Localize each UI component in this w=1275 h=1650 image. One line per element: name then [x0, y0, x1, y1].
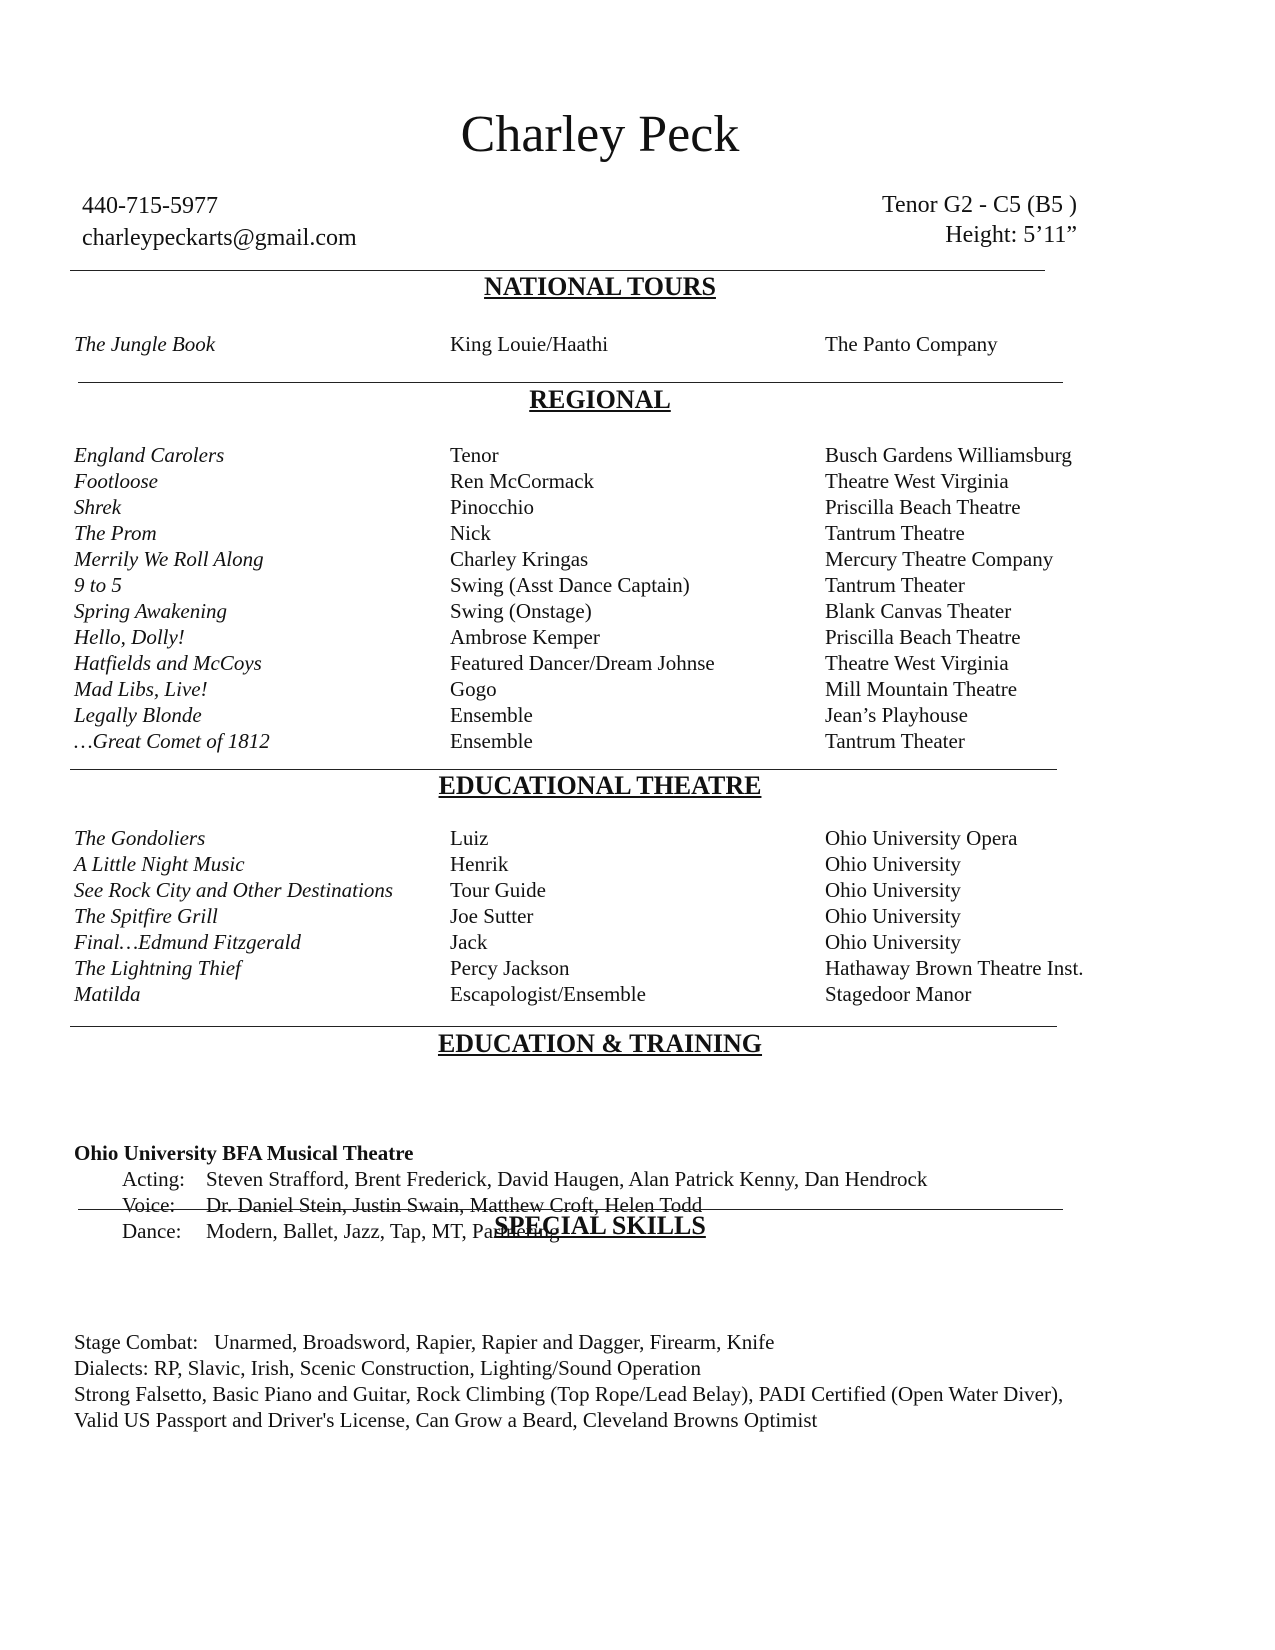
- venue: Ohio University: [825, 930, 961, 954]
- training-value: Modern, Ballet, Jazz, Tap, MT, Partnering: [206, 1219, 560, 1243]
- show-title: England Carolers: [74, 443, 225, 467]
- venue: Jean’s Playhouse: [825, 703, 968, 727]
- show-title: Mad Libs, Live!: [74, 677, 208, 701]
- venue: Ohio University Opera: [825, 826, 1018, 850]
- venue: Ohio University: [825, 904, 961, 928]
- role: Pinocchio: [450, 495, 534, 519]
- show-title: 9 to 5: [74, 573, 122, 597]
- other-skills: Strong Falsetto, Basic Piano and Guitar, Rock Climbing (Top Rope/Lead Belay), PADI Certified (Open Water Diver), Valid US Passport and Driver's License, Can Grow a Beard, Cleveland Browns Optimist: [74, 1382, 1064, 1432]
- divider: [70, 1026, 1057, 1027]
- role: King Louie/Haathi: [450, 332, 609, 356]
- role: Tenor: [450, 443, 499, 467]
- training-label: Dance:: [122, 1219, 182, 1243]
- height: Height: 5’11”: [945, 222, 1077, 248]
- role: Ensemble: [450, 729, 533, 753]
- show-title: …Great Comet of 1812: [74, 729, 270, 753]
- role: Joe Sutter: [450, 904, 534, 928]
- role: Gogo: [450, 677, 497, 701]
- role: Tour Guide: [450, 878, 546, 902]
- venue: Hathaway Brown Theatre Inst.: [825, 956, 1084, 980]
- voice-range: Tenor G2 - C5 (B5 ): [882, 192, 1077, 218]
- show-title: Final…Edmund Fitzgerald: [74, 930, 301, 954]
- phone-number: 440-715-5977: [82, 193, 218, 219]
- show-title: Legally Blonde: [74, 703, 202, 727]
- show-title: Matilda: [74, 982, 141, 1006]
- venue: Mill Mountain Theatre: [825, 677, 1018, 701]
- role: Charley Kringas: [450, 547, 589, 571]
- show-title: Hatfields and McCoys: [74, 651, 262, 675]
- section-title-national-tours: NATIONAL TOURS: [484, 272, 716, 301]
- section-title-regional: REGIONAL: [529, 385, 671, 414]
- show-title: The Gondoliers: [74, 826, 206, 850]
- role: Escapologist/Ensemble: [450, 982, 646, 1006]
- school-degree: Ohio University BFA Musical Theatre: [74, 1141, 414, 1165]
- stage-combat-skills: Stage Combat: Unarmed, Broadsword, Rapier, Rapier and Dagger, Firearm, Knife: [74, 1330, 775, 1354]
- show-title: Footloose: [74, 469, 158, 493]
- show-title: The Prom: [74, 521, 157, 545]
- venue: Ohio University: [825, 852, 961, 876]
- show-title: A Little Night Music: [74, 852, 245, 876]
- show-title: Spring Awakening: [74, 599, 228, 623]
- show-title: The Spitfire Grill: [74, 904, 218, 928]
- training-label: Acting:: [122, 1167, 185, 1191]
- section-title-educational-theatre: EDUCATIONAL THEATRE: [438, 771, 762, 800]
- section-title-education: EDUCATION & TRAINING: [437, 1029, 763, 1058]
- venue: Tantrum Theater: [825, 729, 965, 753]
- venue: Ohio University: [825, 878, 961, 902]
- divider: [78, 382, 1063, 383]
- role: Percy Jackson: [450, 956, 570, 980]
- role: Jack: [450, 930, 488, 954]
- venue: Busch Gardens Williamsburg: [825, 443, 1072, 467]
- dialect-skills: Dialects: RP, Slavic, Irish, Scenic Construction, Lighting/Sound Operation: [74, 1356, 702, 1380]
- role: Henrik: [450, 852, 509, 876]
- venue: Stagedoor Manor: [825, 982, 972, 1006]
- venue: Mercury Theatre Company: [825, 547, 1054, 571]
- show-title: Shrek: [74, 495, 122, 519]
- role: Swing (Asst Dance Captain): [450, 573, 690, 597]
- role: Ensemble: [450, 703, 533, 727]
- show-title: Hello, Dolly!: [74, 625, 185, 649]
- vital-stats: [882, 190, 1077, 250]
- role: Luiz: [450, 826, 489, 850]
- role: Featured Dancer/Dream Johnse: [450, 651, 715, 675]
- section-title-special-skills: SPECIAL SKILLS: [494, 1211, 706, 1240]
- venue: Priscilla Beach Theatre: [825, 625, 1021, 649]
- role: Swing (Onstage): [450, 599, 592, 623]
- show-title: The Lightning Thief: [74, 956, 241, 980]
- email-address: charleypeckarts@gmail.com: [82, 225, 357, 251]
- role: Ren McCormack: [450, 469, 595, 493]
- training-value: Dr. Daniel Stein, Justin Swain, Matthew Croft, Helen Todd: [206, 1193, 703, 1217]
- venue: Theatre West Virginia: [825, 651, 1009, 675]
- venue: Tantrum Theatre: [825, 521, 965, 545]
- role: Ambrose Kemper: [450, 625, 600, 649]
- venue: Theatre West Virginia: [825, 469, 1009, 493]
- venue: Tantrum Theater: [825, 573, 965, 597]
- show-title: See Rock City and Other Destinations: [74, 878, 394, 902]
- contact-info: [82, 190, 357, 254]
- show-title: The Jungle Book: [74, 332, 216, 356]
- role: Nick: [450, 521, 491, 545]
- resume-name: Charley Peck: [460, 106, 740, 163]
- training-value: Steven Strafford, Brent Frederick, David Haugen, Alan Patrick Kenny, Dan Hendrock: [206, 1167, 928, 1191]
- special-skills: [74, 1329, 1094, 1433]
- training-label: Voice:: [122, 1193, 176, 1217]
- show-title: Merrily We Roll Along: [74, 547, 264, 571]
- venue: The Panto Company: [825, 332, 998, 356]
- venue: Blank Canvas Theater: [825, 599, 1012, 623]
- venue: Priscilla Beach Theatre: [825, 495, 1021, 519]
